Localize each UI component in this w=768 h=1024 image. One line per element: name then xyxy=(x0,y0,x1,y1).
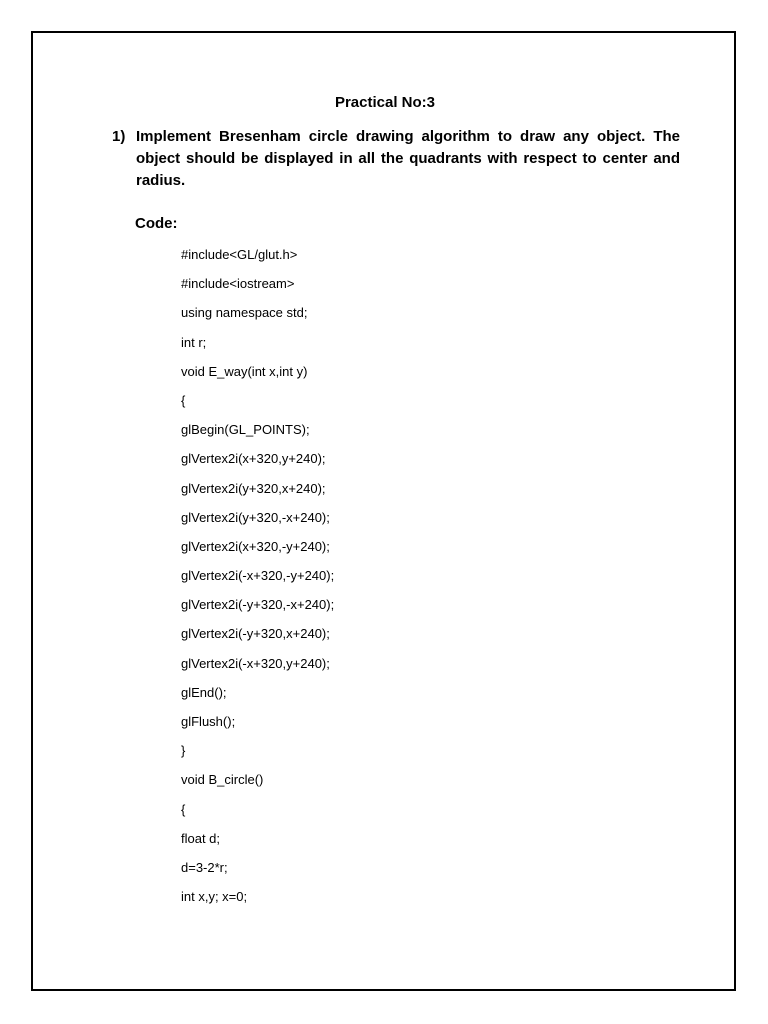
code-line: float d; xyxy=(181,830,221,846)
code-line: d=3-2*r; xyxy=(181,859,228,875)
question-text: Implement Bresenham circle drawing algorithm to draw any object. The object should be displayed in all the quadrants with respect to center and radius. xyxy=(136,128,680,189)
question-item xyxy=(112,126,680,192)
code-line: { xyxy=(181,392,186,408)
code-line: glVertex2i(y+320,-x+240); xyxy=(181,509,330,525)
code-line: void E_way(int x,int y) xyxy=(181,363,308,379)
code-heading: Code: xyxy=(135,215,178,232)
code-line: glVertex2i(x+320,y+240); xyxy=(181,451,326,467)
code-line: glEnd(); xyxy=(181,684,227,700)
code-line: glVertex2i(-x+320,y+240); xyxy=(181,655,330,671)
code-block xyxy=(181,245,334,916)
code-line: glVertex2i(-x+320,-y+240); xyxy=(181,568,335,584)
code-line: int r; xyxy=(181,334,207,350)
code-line: void B_circle() xyxy=(181,772,264,788)
code-line: glVertex2i(-y+320,x+240); xyxy=(181,626,330,642)
code-line: #include<GL/glut.h> xyxy=(181,247,298,262)
page-title xyxy=(0,94,768,111)
code-line: glBegin(GL_POINTS); xyxy=(181,422,310,438)
code-line: int x,y; x=0; xyxy=(181,889,248,905)
code-line: glVertex2i(x+320,-y+240); xyxy=(181,538,330,554)
question-number: 1) xyxy=(112,128,126,145)
title-text: Practical No:3 xyxy=(334,94,436,111)
code-line: glVertex2i(-y+320,-x+240); xyxy=(181,597,335,613)
code-line: } xyxy=(181,743,186,759)
code-line: glFlush(); xyxy=(181,714,236,729)
code-line: { xyxy=(181,801,186,817)
code-line: glVertex2i(y+320,x+240); xyxy=(181,480,326,496)
code-line: using namespace std; xyxy=(181,305,308,321)
code-line: #include<iostream> xyxy=(181,276,295,292)
